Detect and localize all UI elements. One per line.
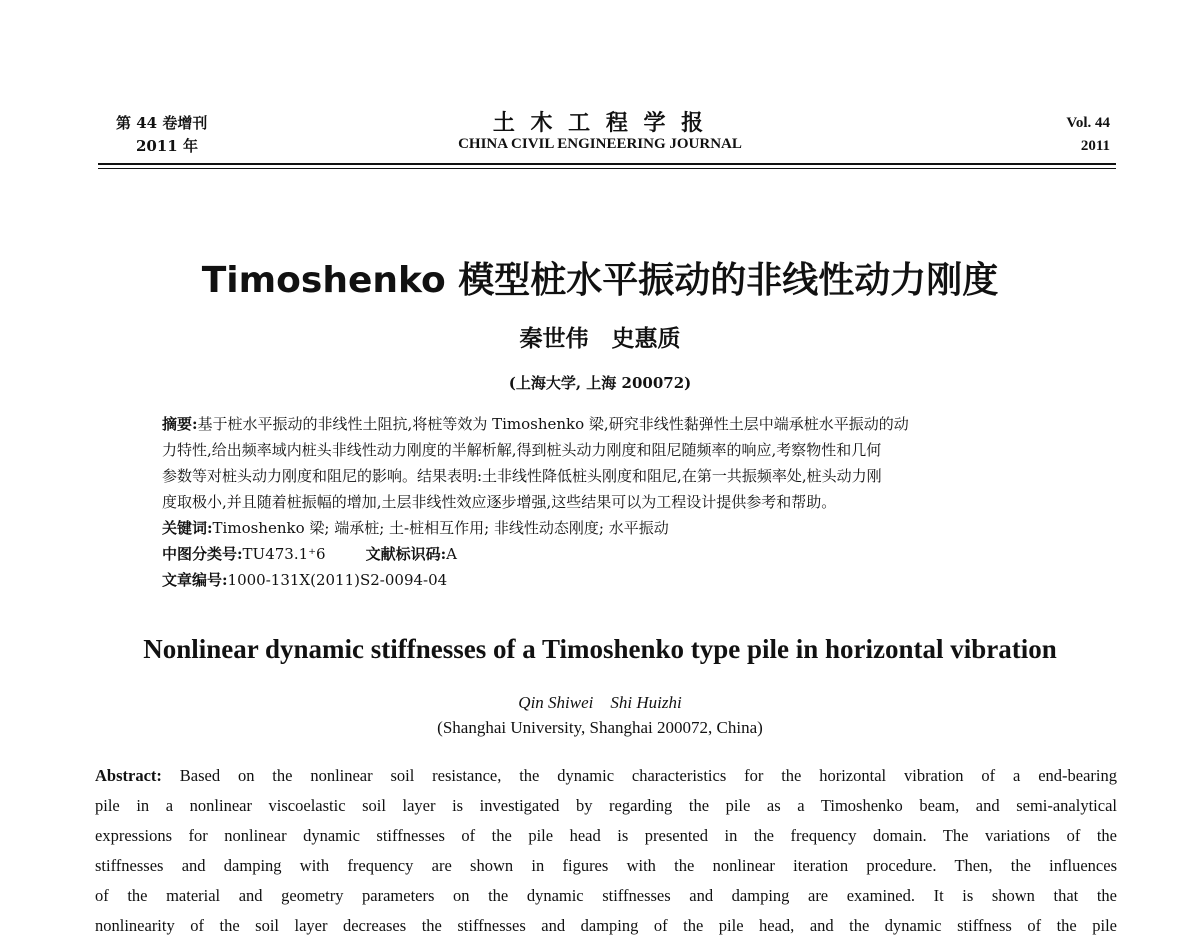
clc-label: 中图分类号: [162, 545, 243, 563]
abstract-en-line-1: Abstract: Based on the nonlinear soil resistance, the dynamic characteristics for the horizontal vibration of a end-bearing [95, 766, 1117, 785]
abstract-cn-line-4: 度取极小,并且随着桩振幅的增加,土层非线性效应逐步增强,这些结果可以为工程设计提供参考和帮助。 [162, 493, 837, 511]
abstract-en-line-6: nonlinearity of the soil layer decreases the stiffnesses and damping of the pile head, and the dynamic stiffness of the pile [95, 916, 1117, 935]
doc-code-label: 文献标识码: [365, 545, 447, 563]
title-cn: Timoshenko 模型桩水平振动的非线性动力刚度 [201, 260, 999, 301]
abstract-en-line-5: of the material and geometry parameters on the dynamic stiffnesses and damping are examined. It is shown that the [95, 886, 1117, 905]
abstract-en-line-2: pile in a nonlinear viscoelastic soil layer is investigated by regarding the pile as a Timoshenko beam, and semi-analytical [95, 796, 1117, 815]
article-number [162, 567, 1062, 593]
abstract-cn-line-3: 参数等对桩头动力刚度和阻尼的影响。结果表明:土非线性降低桩头刚度和阻尼,在第一共振频率处,桩头动力刚 [162, 467, 882, 485]
header-rule-thick [98, 163, 1116, 165]
year-cn: 2011 年 [136, 137, 198, 155]
journal-name-cn: 土 木 工 程 学 报 [492, 110, 708, 136]
classification-row [162, 541, 1062, 567]
abstract-en-block [95, 761, 1117, 941]
year-en: 2011 [1080, 138, 1110, 154]
abstract-en-line-3: expressions for nonlinear dynamic stiffnesses of the pile head is presented in the frequency domain. The variations of the [95, 826, 1117, 845]
clc-value: TU473.1⁺6 [242, 545, 326, 563]
abstract-en-line-4: stiffnesses and damping with frequency are shown in figures with the nonlinear iteration procedure. Then, the influences [95, 856, 1117, 875]
abstract-cn-line-2: 力特性,给出频率域内桩头非线性动力刚度的半解析解,得到桩头动力刚度和阻尼随频率的响应,考察物性和几何 [162, 441, 882, 459]
doc-code-value: A [446, 545, 457, 563]
article-number-value: 1000-131X(2011)S2-0094-04 [227, 571, 448, 589]
authors-cn: 秦世伟 史惠质 [519, 325, 681, 352]
authors-en: Qin Shiwei Shi Huizhi [518, 693, 682, 712]
article-number-label: 文章编号: [162, 571, 228, 589]
keywords-cn-text: Timoshenko 梁; 端承桩; 土-桩相互作用; 非线性动态刚度; 水平振动 [212, 519, 669, 537]
affiliation-cn: (上海大学, 上海 200072) [508, 374, 692, 392]
title-en: Nonlinear dynamic stiffnesses of a Timoshenko type pile in horizontal vibration [143, 634, 1057, 664]
abstract-cn-block [162, 411, 1062, 593]
keywords-cn [162, 515, 1062, 541]
volume-issue-cn: 第 44 卷增刊 [116, 114, 208, 132]
abstract-cn-line-1: 摘要:基于桩水平振动的非线性土阻抗,将桩等效为 Timoshenko 梁,研究非线性黏弹性土层中端承桩水平振动的动 [162, 415, 909, 433]
keywords-cn-label: 关键词: [162, 519, 213, 537]
affiliation-en: (Shanghai University, Shanghai 200072, China) [437, 718, 763, 737]
abstract-cn-label: 摘要: [162, 415, 198, 433]
abstract-en-label: Abstract [95, 766, 157, 785]
header-rule-thin [98, 168, 1116, 169]
journal-name-en: CHINA CIVIL ENGINEERING JOURNAL [458, 136, 742, 152]
volume-en: Vol. 44 [1066, 115, 1110, 131]
